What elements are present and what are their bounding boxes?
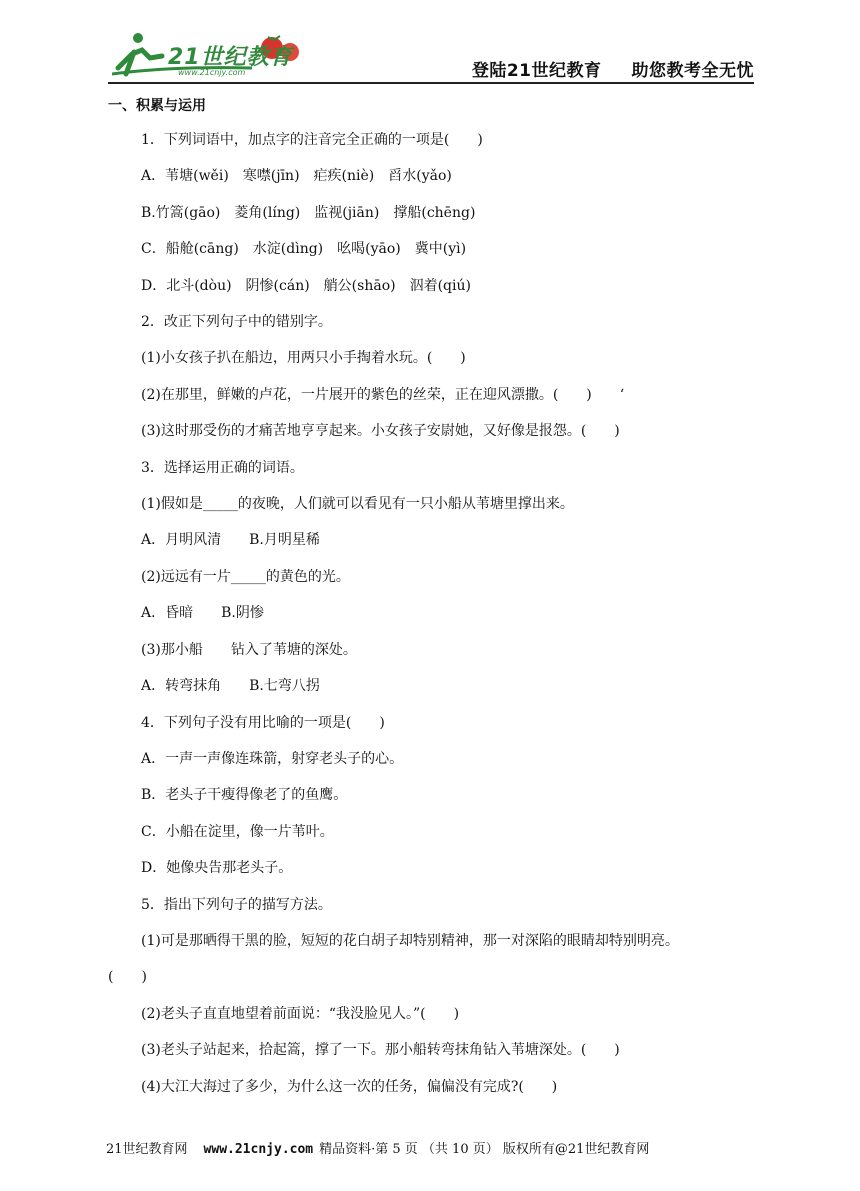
- q4-option-d: D．她像央告那老头子。: [141, 860, 293, 877]
- logo: [112, 28, 312, 84]
- footer-url: www.21cnjy.com: [203, 1142, 314, 1157]
- section-title: 一、积累与运用: [108, 98, 206, 114]
- q2-item-3: (3)这时那受伤的才痛苦地亨亨起来。小女孩子安尉她，又好像是报怨。( ): [141, 423, 620, 440]
- q3-item-2-options: A．昏暗 B.阴惨: [141, 605, 264, 622]
- logo-url: www.21cnjy.com: [178, 68, 246, 77]
- header-slogan: [472, 56, 754, 81]
- q1-option-b: B.竹篙(gāo) 菱角(líng) 监视(jiān) 撑船(chēng): [141, 204, 476, 221]
- q3-item-3: (3)那小船 钻入了苇塘的深处。: [141, 641, 357, 658]
- q1-stem: 1．下列词语中，加点字的注音完全正确的一项是( ): [141, 132, 483, 148]
- q3-item-3-options: A．转弯抹角 B.七弯八拐: [141, 678, 320, 695]
- footer-site-name: 21世纪教育网: [106, 1142, 188, 1157]
- q4-option-b: B．老头子干瘦得像老了的鱼鹰。: [141, 787, 348, 804]
- page-header: [0, 0, 860, 86]
- q3-item-1-options: A．月明风清 B.月明星稀: [141, 532, 320, 549]
- q4-option-c: C．小船在淀里，像一片苇叶。: [141, 823, 334, 840]
- q4-stem: 4．下列句子没有用比喻的一项是( ): [141, 714, 385, 731]
- slogan-right: 助您教考全无忧: [631, 61, 754, 81]
- q3-stem: 3．选择运用正确的词语。: [141, 459, 304, 476]
- footer-info: 精品资料·第 5 页 （共 10 页） 版权所有@21世纪教育网: [319, 1142, 650, 1157]
- q5-item-3: (3)老头子站起来，拾起篙，撑了一下。那小船转弯抹角钻入苇塘深处。( ): [141, 1042, 620, 1059]
- q2-item-1: (1)小女孩子扒在船边，用两只小手掏着水玩。( ): [141, 350, 466, 367]
- header-divider: [108, 82, 754, 84]
- q2-item-2: (2)在那里，鲜嫩的卢花，一片展开的紫色的丝荣，正在迎风漂撒。( ) ‘: [141, 386, 625, 403]
- document-body: [108, 94, 758, 1105]
- page-footer: [106, 1138, 756, 1157]
- q1-option-a: A．苇塘(wěi) 寒噤(jīn) 疟疾(niè) 舀水(yǎo): [141, 168, 452, 185]
- q3-item-1: (1)假如是_____的夜晚，人们就可以看见有一只小船从苇塘里撑出来。: [141, 496, 574, 513]
- q1-option-c: C．船舱(cāng) 水淀(dìng) 吆喝(yāo) 冀中(yì): [141, 241, 467, 258]
- q5-item-2: (2)老头子直直地望着前面说：“我没脸见人。”( ): [141, 1005, 460, 1022]
- logo-text: 21世纪教育: [168, 45, 293, 70]
- q5-item-1-blank: ( ): [108, 969, 147, 986]
- slogan-left: 登陆21世纪教育: [471, 61, 602, 81]
- q1-option-d: D．北斗(dòu) 阴惨(cán) 艄公(shāo) 泅着(qiú): [141, 277, 471, 294]
- q4-option-a: A．一声一声像连珠箭，射穿老头子的心。: [141, 750, 404, 767]
- q3-item-2: (2)远远有一片_____的黄色的光。: [141, 568, 350, 585]
- q2-stem: 2．改正下列句子中的错别字。: [141, 314, 332, 331]
- q5-item-1: (1)可是那晒得干黑的脸，短短的花白胡子却特别精神，那一对深陷的眼睛却特别明亮。: [141, 932, 679, 949]
- q5-item-4: (4)大江大海过了多少，为什么这一次的任务，偏偏没有完成?( ): [141, 1078, 558, 1095]
- q5-stem: 5．指出下列句子的描写方法。: [141, 896, 332, 913]
